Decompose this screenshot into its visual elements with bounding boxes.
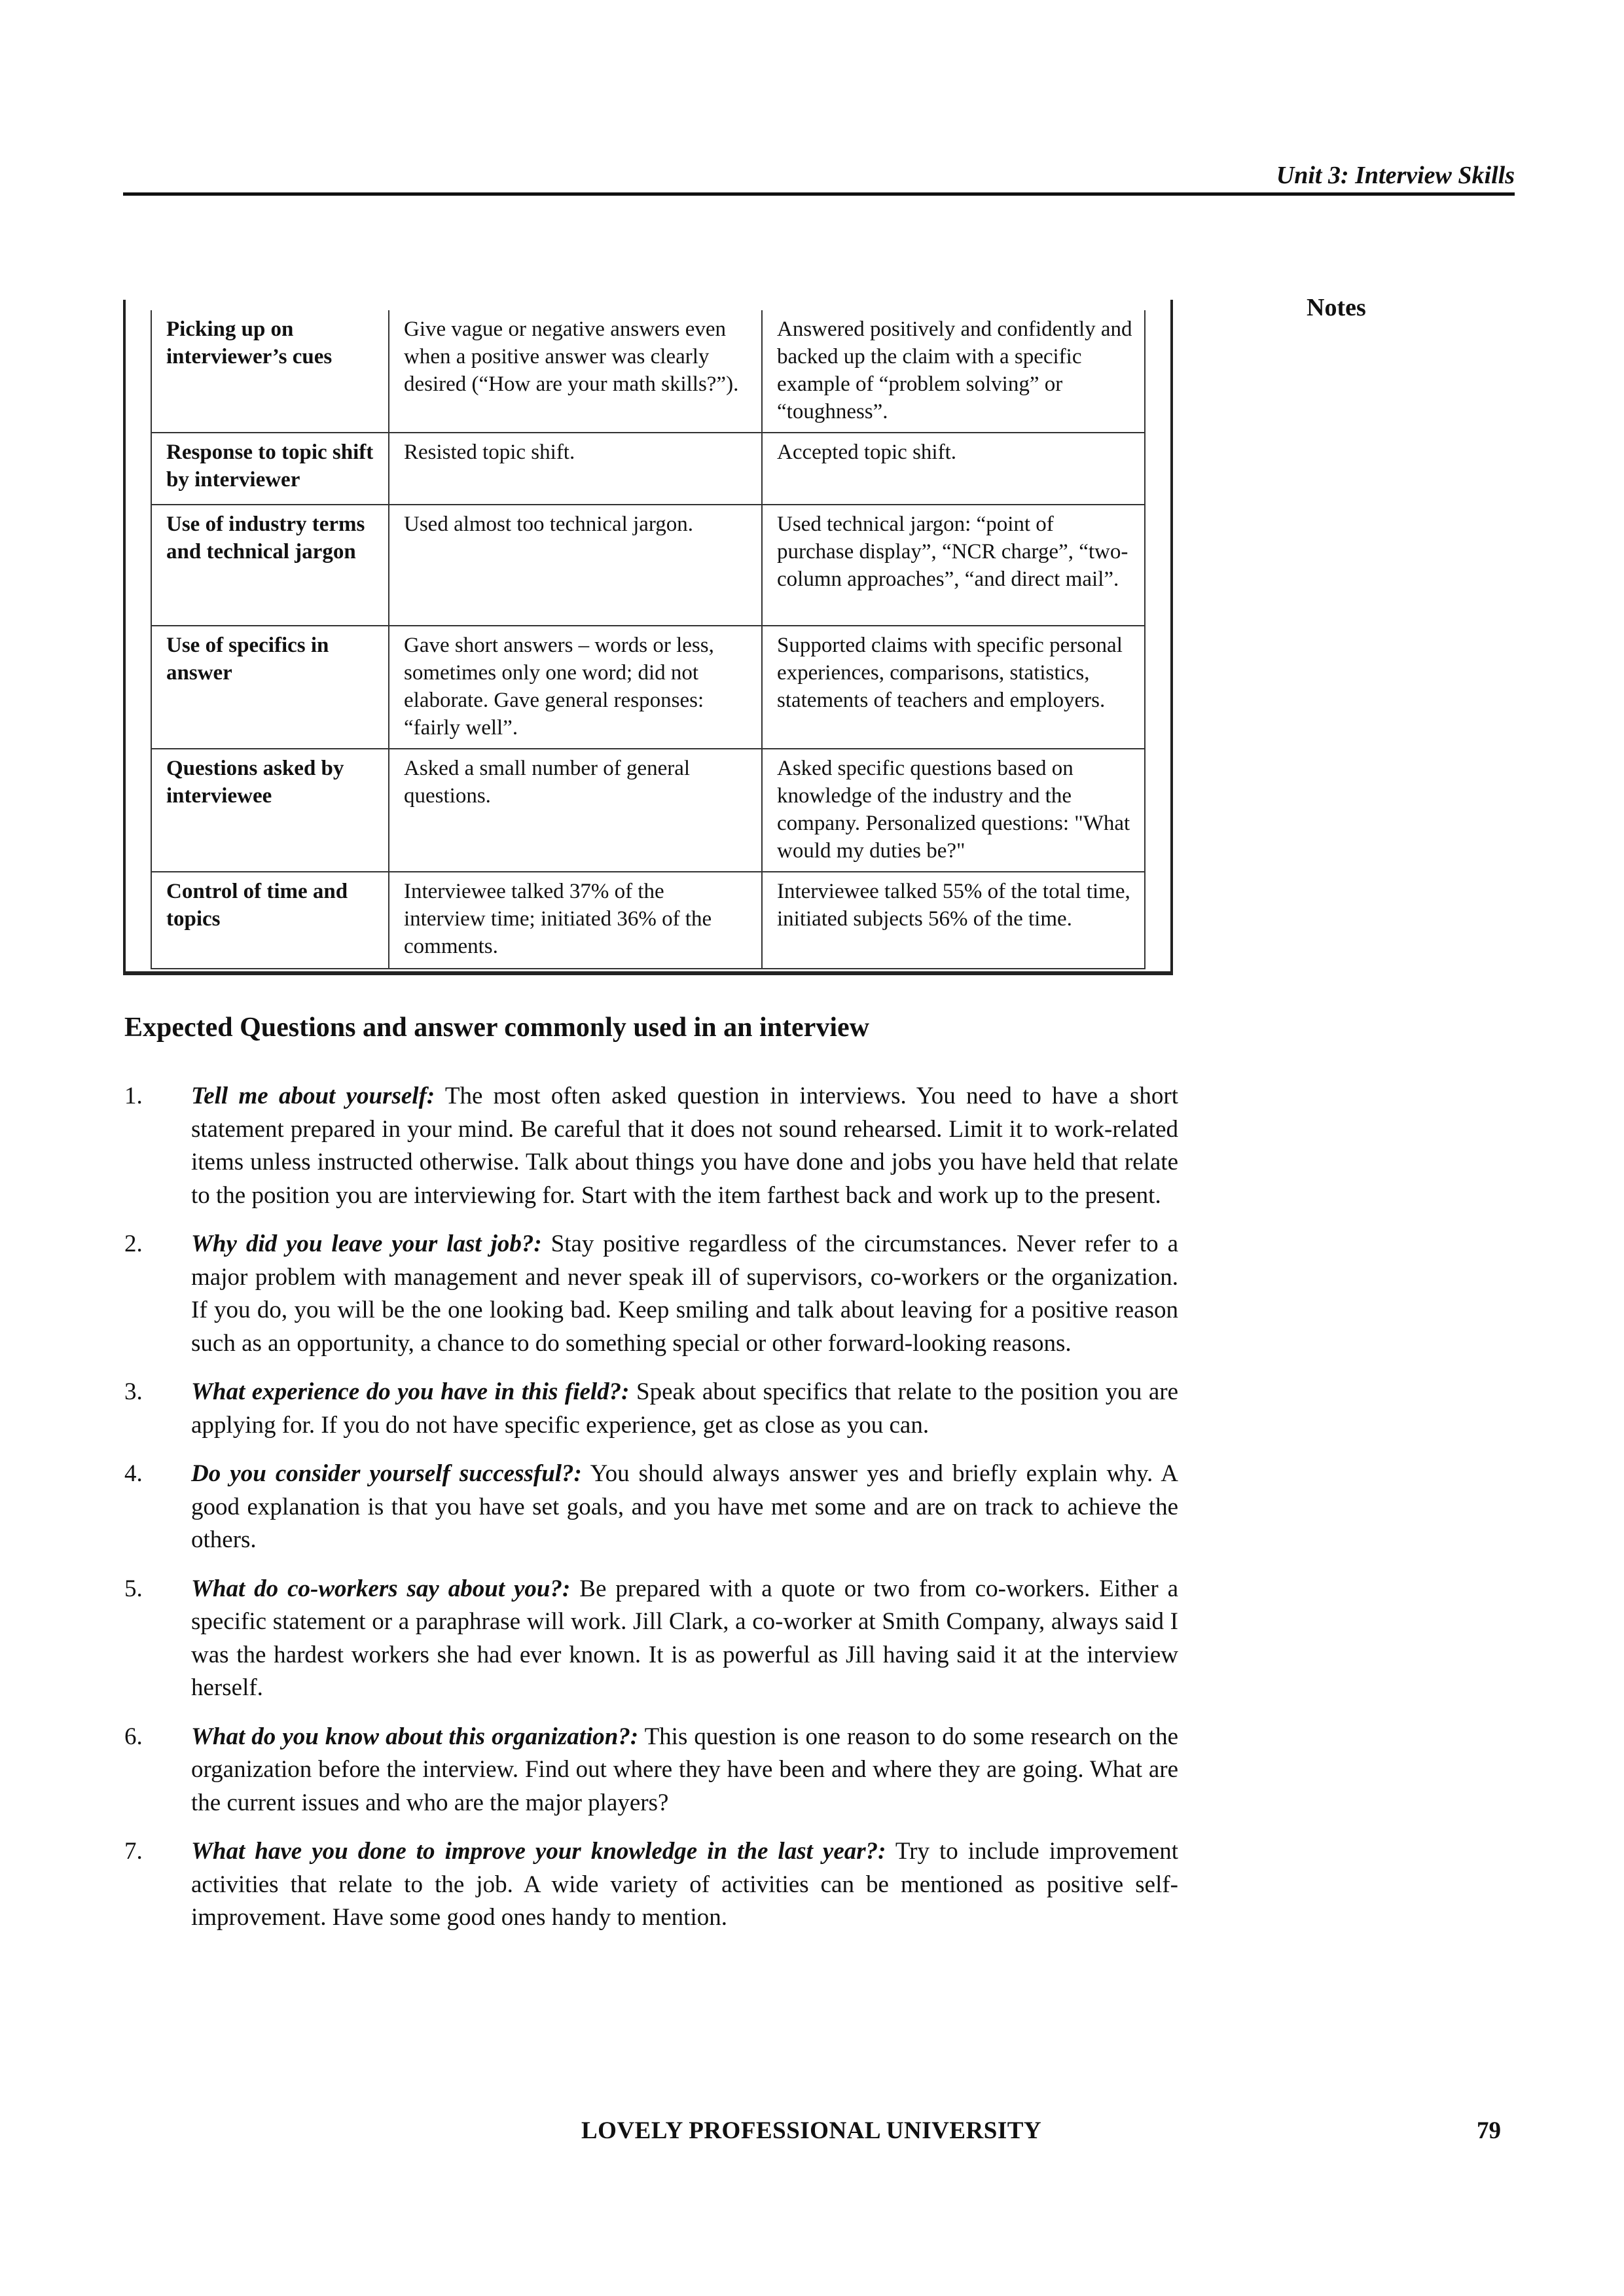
list-item <box>124 1376 1178 1442</box>
trait-cell: Response to topic shift by interviewer <box>151 433 389 505</box>
notes-margin-label: Notes <box>1307 294 1366 321</box>
table-row <box>151 626 1145 749</box>
trait-cell: Use of industry terms and technical jargon <box>151 505 389 626</box>
positive-cell: Answered positively and confidently and backed up the claim with a specific example of “problem solving” or “toughness”. <box>762 310 1145 433</box>
answer-text: Speak about specifics that relate to the position you are applying for. If you do not have specific experience, get as close as you can. <box>191 1378 1178 1439</box>
answer-text: This question is one reason to do some research on the organization before the interview. Find out where they have been and where they are going. What are the current issues and who are the major players? <box>191 1723 1179 1816</box>
item-number: 2. <box>124 1230 143 1257</box>
comparison-table <box>151 310 1146 969</box>
trait-cell: Control of time and topics <box>151 872 389 969</box>
question-text: What experience do you have in this field?: <box>191 1378 630 1405</box>
positive-cell: Used technical jargon: “point of purchase display”, “NCR charge”, “two-column approaches”, “and direct mail”. <box>762 505 1145 626</box>
item-number: 6. <box>124 1723 143 1750</box>
table-row <box>151 872 1145 969</box>
positive-cell: Supported claims with specific personal experiences, comparisons, statistics, statements of teachers and employers. <box>762 626 1145 749</box>
trait-cell: Use of specifics in answer <box>151 626 389 749</box>
question-text: What do co-workers say about you?: <box>191 1575 571 1602</box>
negative-cell: Asked a small number of general questions. <box>389 749 762 872</box>
table-row <box>151 310 1145 433</box>
header-rule <box>123 192 1515 196</box>
positive-cell: Asked specific questions based on knowledge of the industry and the company. Personalized questions: "What would my duties be?" <box>762 749 1145 872</box>
answer-text: Be prepared with a quote or two from co-workers. Either a specific statement or a paraphrase will work. Jill Clark, a co-worker at Smith Company, always said I was the hardest workers she had ever known. It is as powerful as Jill having said it at the interview herself. <box>191 1575 1179 1701</box>
table-row <box>151 749 1145 872</box>
list-item <box>124 1228 1178 1360</box>
list-item <box>124 1458 1178 1557</box>
item-number: 5. <box>124 1575 143 1602</box>
section-heading: Expected Questions and answer commonly used in an interview <box>124 1013 869 1043</box>
list-item <box>124 1835 1178 1935</box>
question-text: Why did you leave your last job?: <box>191 1230 542 1257</box>
item-number: 4. <box>124 1460 143 1487</box>
item-number: 1. <box>124 1083 143 1109</box>
question-text: Tell me about yourself: <box>191 1083 435 1109</box>
positive-cell: Accepted topic shift. <box>762 433 1145 505</box>
trait-cell: Questions asked by interviewee <box>151 749 389 872</box>
list-item <box>124 1721 1178 1820</box>
positive-cell: Interviewee talked 55% of the total time, initiated subjects 56% of the time. <box>762 872 1145 969</box>
table-row <box>151 505 1145 626</box>
negative-cell: Resisted topic shift. <box>389 433 762 505</box>
list-item <box>124 1573 1178 1705</box>
item-number: 3. <box>124 1378 143 1405</box>
question-text: What do you know about this organization?: <box>191 1723 639 1750</box>
negative-cell: Used almost too technical jargon. <box>389 505 762 626</box>
question-text: What have you done to improve your knowledge in the last year?: <box>191 1838 886 1865</box>
item-number: 7. <box>124 1838 143 1865</box>
table-row <box>151 433 1145 505</box>
answer-text: Try to include improvement activities that relate to the job. A wide variety of activities can be mentioned as positive self-improvement. Have some good ones handy to mention. <box>191 1838 1178 1931</box>
footer-university: LOVELY PROFESSIONAL UNIVERSITY <box>581 2117 1042 2144</box>
negative-cell: Interviewee talked 37% of the interview time; initiated 36% of the comments. <box>389 872 762 969</box>
question-list <box>124 1080 1178 1950</box>
negative-cell: Gave short answers – words or less, sometimes only one word; did not elaborate. Gave general responses: “fairly well”. <box>389 626 762 749</box>
list-item <box>124 1080 1178 1212</box>
question-text: Do you consider yourself successful?: <box>191 1460 582 1487</box>
answer-text: You should always answer yes and briefly explain why. A good explanation is that you have set goals, and you have met some and are on track to achieve the others. <box>191 1460 1178 1553</box>
answer-text: The most often asked question in interviews. You need to have a short statement prepared in your mind. Be careful that it does not sound rehearsed. Limit it to work-related items unless instructed otherwise. Talk about things you have done and jobs you have held that relate to the position you are interviewing for. Start with the item farthest back and work up to the present. <box>191 1083 1178 1209</box>
running-head: Unit 3: Interview Skills <box>1276 162 1515 189</box>
answer-text: Stay positive regardless of the circumstances. Never refer to a major problem with management and never speak ill of supervisors, co-workers or the organization. If you do, you will be the one looking bad. Keep smiling and talk about leaving for a positive reason such as an opportunity, a chance to do something special or other forward-looking reasons. <box>191 1230 1179 1357</box>
page-number: 79 <box>1477 2117 1501 2144</box>
trait-cell: Picking up on interviewer’s cues <box>151 310 389 433</box>
negative-cell: Give vague or negative answers even when a positive answer was clearly desired (“How are your math skills?”). <box>389 310 762 433</box>
